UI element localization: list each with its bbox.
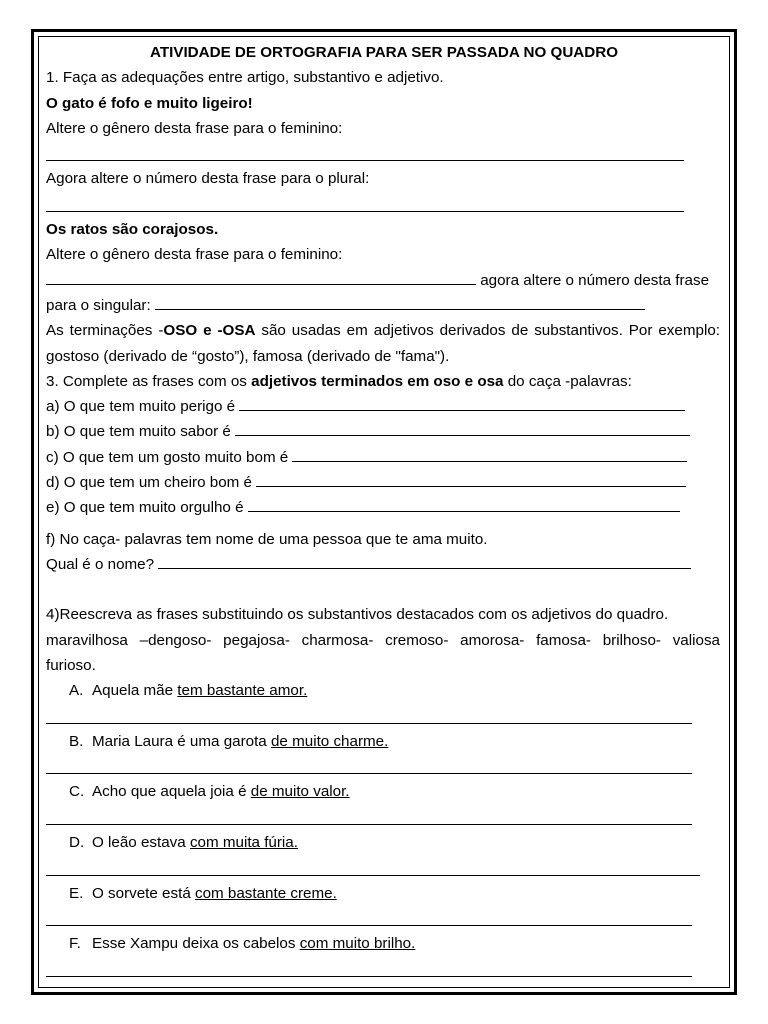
answer-line[interactable]: [46, 754, 722, 779]
item-highlight: de muito valor.: [250, 783, 350, 801]
item-highlight: com muito brilho.: [299, 935, 416, 953]
answer-line[interactable]: [46, 192, 722, 217]
q3-item-text: d) O que tem um cheiro bom é: [46, 474, 257, 492]
item-text: Maria Laura é uma garota: [92, 732, 271, 750]
item-letter: A.: [69, 682, 84, 700]
q4-intro: 4)Reescreva as frases substituindo os substantivos destacados com os adjetivos do quadro.: [46, 606, 669, 624]
page-title: ATIVIDADE DE ORTOGRAFIA PARA SER PASSADA NO QUADRO: [149, 44, 619, 61]
q4-item-f: [46, 931, 722, 956]
q3-item-text: c) O que tem um gosto muito bom é: [46, 448, 293, 466]
item-letter: D.: [69, 833, 85, 851]
q2-text-cont: são usadas em adjetivos derivados de substantivos. Por exemplo:: [255, 322, 720, 340]
q1-number-prompt-1: Agora altere o número desta frase para o plural:: [46, 170, 370, 188]
answer-line[interactable]: [46, 805, 722, 830]
q1-sentence-1: O gato é fofo e muito ligeiro!: [46, 94, 253, 112]
answer-blank[interactable]: [292, 447, 687, 462]
item-text: O sorvete está: [92, 884, 195, 902]
q3-item-text: a) O que tem muito perigo é: [46, 398, 240, 416]
item-highlight: tem bastante amor.: [177, 682, 308, 700]
q3-item-a: [46, 394, 722, 419]
item-highlight: com muita fúria.: [189, 833, 298, 851]
q4-item-a: [46, 678, 722, 703]
item-letter: C.: [69, 783, 85, 801]
answer-blank[interactable]: [239, 396, 685, 411]
answer-blank[interactable]: [256, 472, 686, 487]
q4-word-bank-line-2: furioso.: [46, 656, 96, 674]
q3-item-f: f) No caça- palavras tem nome de uma pessoa que te ama muito.: [46, 530, 488, 548]
q3-item-c: [46, 445, 722, 470]
q3-item-d: [46, 470, 722, 495]
answer-blank[interactable]: [46, 270, 476, 285]
q3-name-row: [46, 552, 722, 577]
q1-gender-answer-row: [46, 268, 722, 293]
q1-sentence-2: Os ratos são corajosos.: [46, 221, 219, 239]
answer-blank[interactable]: [158, 554, 691, 569]
item-letter: E.: [69, 884, 84, 902]
item-letter: F.: [69, 935, 81, 953]
q1-singular-label: para o singular:: [46, 296, 155, 314]
answer-line[interactable]: [46, 141, 722, 166]
item-letter: B.: [69, 732, 84, 750]
item-highlight: com bastante creme.: [194, 884, 337, 902]
item-text: Acho que aquela joia é: [92, 783, 251, 801]
q2-text: As terminações -: [46, 322, 164, 340]
answer-line[interactable]: [46, 703, 722, 728]
q3-item-text: b) O que tem muito sabor é: [46, 423, 236, 441]
q4-item-b: [46, 729, 722, 754]
q1-gender-prompt-1: Altere o gênero desta frase para o feminino:: [46, 119, 343, 137]
q2-paragraph-line-2: gostoso (derivado de “gosto”), famosa (derivado de "fama").: [46, 347, 450, 365]
q4-word-bank-line-1: maravilhosa –dengoso- pegajosa- charmosa- cremoso- amorosa- famosa- brilhoso- valiosa: [46, 631, 720, 649]
item-text: Esse Xampu deixa os cabelos: [92, 935, 300, 953]
worksheet: [46, 40, 722, 982]
q3-intro-bold: adjetivos terminados em oso e osa: [251, 372, 504, 390]
q4-item-e: [46, 881, 722, 906]
answer-line[interactable]: [46, 855, 722, 880]
q3-item-b: [46, 419, 722, 444]
answer-line[interactable]: [46, 956, 722, 981]
answer-line[interactable]: [46, 906, 722, 931]
item-text: O leão estava: [92, 833, 190, 851]
q3-intro-text-end: do caça -palavras:: [503, 372, 632, 390]
q1-singular-row: [46, 293, 722, 318]
q3-intro: [46, 369, 722, 394]
q4-item-d: [46, 830, 722, 855]
q3-item-e: [46, 495, 722, 520]
q1-number-prompt-2: agora altere o número desta frase: [476, 271, 710, 289]
answer-blank[interactable]: [155, 295, 645, 310]
answer-blank[interactable]: [248, 497, 680, 512]
q1-instruction: 1. Faça as adequações entre artigo, substantivo e adjetivo.: [46, 69, 444, 87]
q2-bold-suffixes: OSO e -OSA: [163, 322, 256, 340]
q3-name-label: Qual é o nome?: [46, 555, 159, 573]
q3-intro-text: 3. Complete as frases com os: [46, 372, 252, 390]
item-text: Aquela mãe: [92, 682, 178, 700]
q3-item-text: e) O que tem muito orgulho é: [46, 499, 248, 517]
item-highlight: de muito charme.: [270, 732, 389, 750]
q1-gender-prompt-2: Altere o gênero desta frase para o feminino:: [46, 246, 343, 264]
answer-blank[interactable]: [235, 421, 690, 436]
q2-paragraph-line-1: [46, 318, 720, 343]
q4-item-c: [46, 779, 722, 804]
